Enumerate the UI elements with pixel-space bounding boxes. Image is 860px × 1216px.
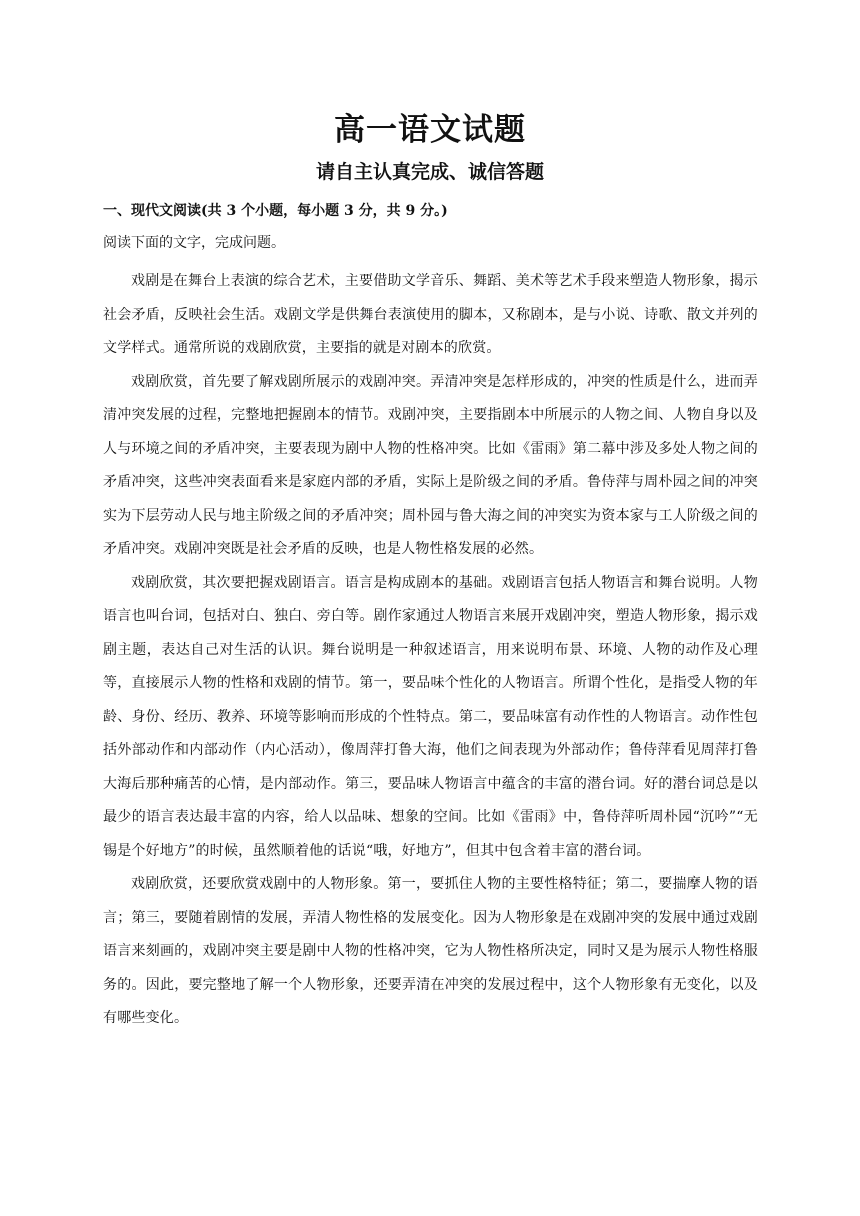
page-title: 高一语文试题 [334,112,526,148]
section-heading: 一、现代文阅读(共 3 个小题，每小题 3 分，共 9 分。) [103,203,448,219]
passage-paragraph-3: 戏剧欣赏，其次要把握戏剧语言。语言是构成剧本的基础。戏剧语言包括人物语言和舞台说明。人物语言也叫台词，包括对白、独白、旁白等。剧作家通过人物语言来展开戏剧冲突，塑造人物形象，揭示戏剧主题，表达自己对生活的认识。舞台说明是一种叙述语言，用来说明布景、环境、人物的动作及心理等，直接展示人物的性格和戏剧的情节。第一，要品味个性化的人物语言。所谓个性化，是指受人物的年龄、身份、经历、教养、环境等影响而形成的个性特点。第二，要品味富有动作性的人物语言。动作性包括外部动作和内部动作（内心活动），像周萍打鲁大海，他们之间表现为外部动作；鲁侍萍看见周萍打鲁大海后那种痛苦的心情，是内部动作。第三，要品味人物语言中蕴含的丰富的潜台词。好的潜台词总是以最少的语言表达最丰富的内容，给人以品味、想象的空间。比如《雷雨》中，鲁侍萍听周朴园“沉吟”“无锡是个好地方”的时候，虽然顺着他的话说“哦，好地方”，但其中包含着丰富的潜台词。 [103,574,758,859]
reading-instruction: 阅读下面的文字，完成问题。 [103,235,285,251]
reading-passage [103,265,758,1036]
passage-paragraph-1: 戏剧是在舞台上表演的综合艺术，主要借助文学音乐、舞蹈、美术等艺术手段来塑造人物形象，揭示社会矛盾，反映社会生活。戏剧文学是供舞台表演使用的脚本，又称剧本，是与小说、诗歌、散文并列的文学样式。通常所说的戏剧欣赏，主要指的就是对剧本的欣赏。 [103,273,758,356]
passage-paragraph-4: 戏剧欣赏，还要欣赏戏剧中的人物形象。第一，要抓住人物的主要性格特征；第二，要揣摩人物的语言；第三，要随着剧情的发展，弄清人物性格的发展变化。因为人物形象是在戏剧冲突的发展中通过戏剧语言来刻画的，戏剧冲突主要是剧中人物的性格冲突，它为人物性格所决定，同时又是为展示人物性格服务的。因此，要完整地了解一个人物形象，还要弄清在冲突的发展过程中，这个人物形象有无变化，以及有哪些变化。 [103,876,758,1026]
passage-paragraph-2: 戏剧欣赏，首先要了解戏剧所展示的戏剧冲突。弄清冲突是怎样形成的，冲突的性质是什么，进而弄清冲突发展的过程，完整地把握剧本的情节。戏剧冲突，主要指剧本中所展示的人物之间、人物自身以及人与环境之间的矛盾冲突，主要表现为剧中人物的性格冲突。比如《雷雨》第二幕中涉及多处人物之间的矛盾冲突，这些冲突表面看来是家庭内部的矛盾，实际上是阶级之间的矛盾。鲁侍萍与周朴园之间的冲突实为下层劳动人民与地主阶级之间的矛盾冲突；周朴园与鲁大海之间的冲突实为资本家与工人阶级之间的矛盾冲突。戏剧冲突既是社会矛盾的反映，也是人物性格发展的必然。 [103,373,758,557]
page-subtitle: 请自主认真完成、诚信答题 [315,161,544,183]
